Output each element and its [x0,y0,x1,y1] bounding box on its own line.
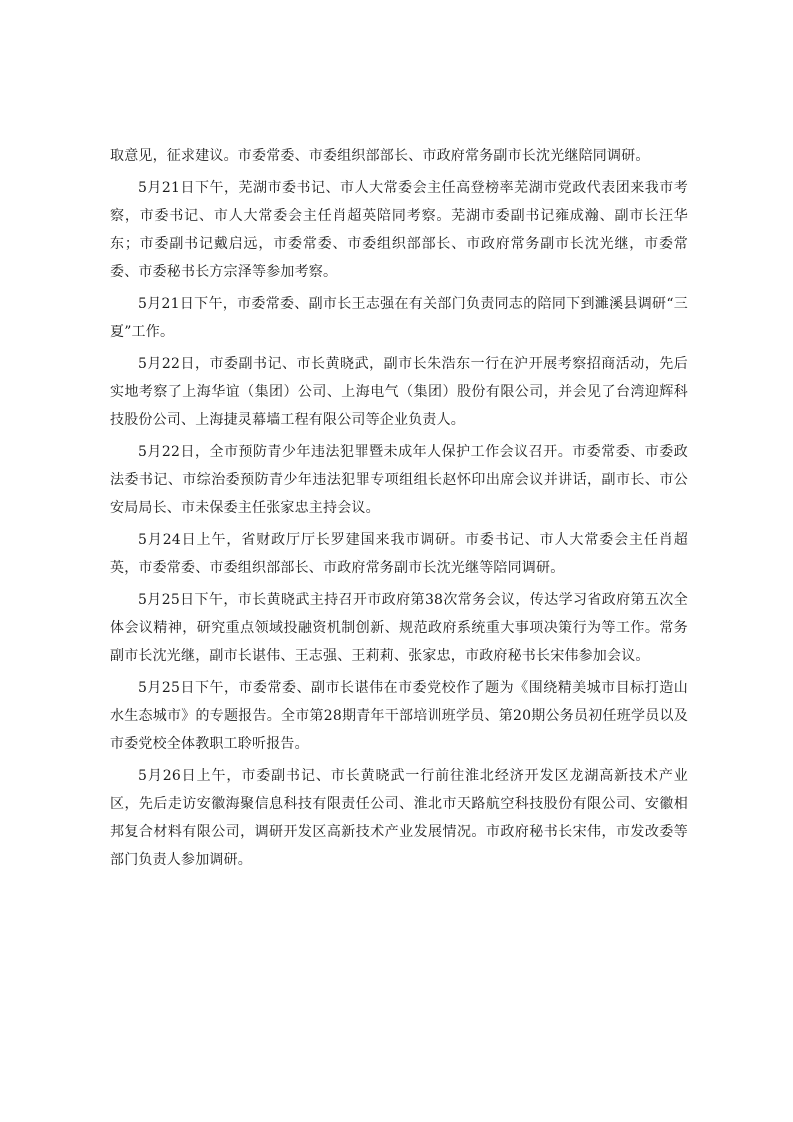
paragraph-wuhu-delegation: 5月21日下午，芜湖市委书记、市人大常委会主任高登榜率芜湖市党政代表团来我市考察，市委书记、市人大常委会主任肖超英陪同考察。芜湖市委副书记雍成瀚、副市长汪华东；市委副书记戴启远，市委常委、市委组织部部长、市政府常务副市长沈光继，市委常委、市委秘书长方宗泽等参加考察。 [110,180,688,280]
paragraph-shanghai-investment: 5月22日，市委副书记、市长黄晓武，副市长朱浩东一行在沪开展考察招商活动，先后实地考察了上海华谊（集团）公司、上海电气（集团）股份有限公司，并会见了台湾迎辉科技股份公司、上海捷灵幕墙工程有限公司等企业负责人。 [110,356,688,428]
paragraph-hightech-research: 5月26日上午，市委副书记、市长黄晓武一行前往淮北经济开发区龙湖高新技术产业区，先后走访安徽海聚信息科技有限责任公司、淮北市天路航空科技股份有限公司、安徽相邦复合材料有限公司，调研开发区高新技术产业发展情况。市政府秘书长宋伟，市发改委等部门负责人参加调研。 [110,768,688,868]
paragraph-party-school-report: 5月25日下午，市委常委、副市长谌伟在市委党校作了题为《围绕精美城市目标打造山水生态城市》的专题报告。全市第28期青年干部培训班学员、第20期公务员初任班学员以及市委党校全体教职工聆听报告。 [110,680,688,752]
paragraph-finance-visit: 5月24日上午，省财政厅厅长罗建国来我市调研。市委书记、市人大常委会主任肖超英，市委常委、市委组织部部长、市政府常务副市长沈光继等陪同调研。 [110,532,688,576]
paragraph-executive-meeting: 5月25日下午，市长黄晓武主持召开市政府第38次常务会议，传达学习省政府第五次全体会议精神，研究重点领域投融资机制创新、规范政府系统重大事项决策行为等工作。常务副市长沈光继，副市长谌伟、王志强、王莉莉、张家忠，市政府秘书长宋伟参加会议。 [110,592,688,664]
paragraph-youth-protection-meeting: 5月22日，全市预防青少年违法犯罪暨未成年人保护工作会议召开。市委常委、市委政法委书记、市综治委预防青少年违法犯罪专项组组长赵怀印出席会议并讲话，副市长、市公安局局长、市未保委主任张家忠主持会议。 [110,444,688,516]
document-body [110,142,688,878]
paragraph-continuation: 取意见，征求建议。市委常委、市委组织部部长、市政府常务副市长沈光继陪同调研。 [110,148,650,164]
paragraph-sanxia-inspection: 5月21日下午，市委常委、副市长王志强在有关部门负责同志的陪同下到濉溪县调研“三夏”工作。 [110,296,688,340]
